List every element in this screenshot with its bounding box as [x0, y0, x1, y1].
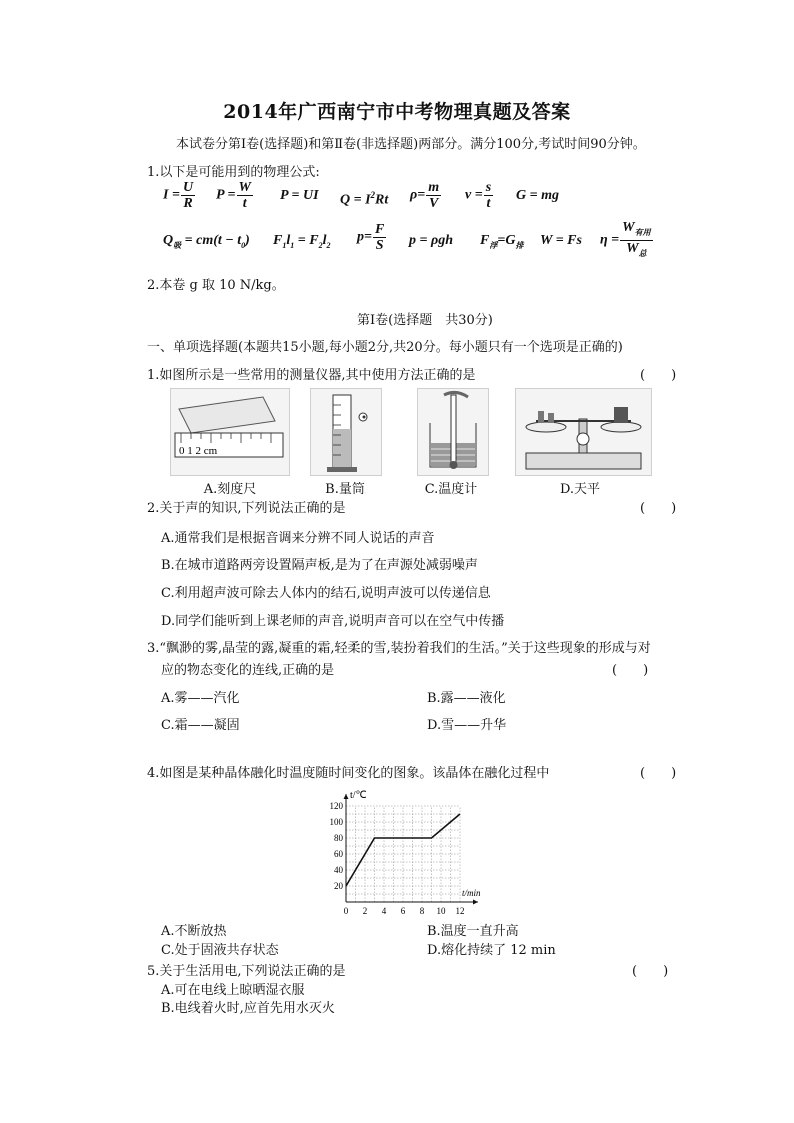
- section-title: 第Ⅰ卷(选择题 共30分): [357, 313, 493, 328]
- thermometer-image: [417, 388, 489, 476]
- q1-caption-b: B.量筒: [325, 482, 365, 497]
- formula-note: 1.以下是可能用到的物理公式:: [147, 165, 320, 180]
- x-tick-label: 12: [455, 906, 465, 916]
- x-tick-label: 2: [362, 906, 368, 916]
- part-title: 一、单项选择题(本题共15小题,每小题2分,共20分。每小题只有一个选项是正确的): [147, 340, 623, 355]
- formula-density: ρ= $\frac{m}{V}$: [410, 180, 440, 211]
- y-tick-label: 60: [334, 849, 343, 859]
- q2-option-a: A.通常我们是根据音调来分辨不同人说话的声音: [161, 531, 435, 546]
- formula-speed: v = $\frac{s}{t}$: [465, 180, 492, 211]
- formula-gravity: G = mg: [516, 188, 559, 203]
- formula-electric-power: P = UI: [280, 188, 319, 203]
- y-axis-arrow: [344, 794, 349, 799]
- formula-power: P = $\frac{W}{t}$: [216, 180, 251, 211]
- formula-pressure: p= $\frac{F}{S}$: [357, 222, 385, 253]
- y-tick-label: 120: [329, 801, 343, 811]
- formula-efficiency: η = $\frac{W_{有用}}{W_总}$: [600, 220, 651, 258]
- q3-option-a: A.雾——汽化: [161, 691, 240, 706]
- g-note: 2.本卷 g 取 10 N/kg。: [147, 278, 285, 293]
- q3-stem-line1: 3.“飘渺的雾,晶莹的露,凝重的霜,轻柔的雪,装扮着我们的生活。”关于这些现象的形成与对: [147, 641, 651, 656]
- q3-option-c: C.霜——凝固: [161, 718, 240, 733]
- chart-axes: [344, 794, 479, 905]
- x-tick-label: 6: [400, 906, 406, 916]
- x-axis-arrow: [473, 900, 478, 905]
- x-axis-label: t/min: [462, 888, 481, 898]
- q4-option-d: D.熔化持续了 12 min: [427, 943, 556, 958]
- q3-option-d: D.雪——升华: [427, 718, 507, 733]
- formula-work: W = Fs: [540, 233, 582, 248]
- x-tick-label: 8: [419, 906, 425, 916]
- q2-option-c: C.利用超声波可除去人体内的结石,说明声波可以传递信息: [161, 586, 491, 601]
- cylinder-image: [310, 388, 382, 476]
- q1-caption-c: C.温度计: [424, 482, 478, 497]
- q2-option-d: D.同学们能听到上课老师的声音,说明声音可以在空气中传播: [161, 614, 505, 629]
- x-tick-label: 10: [436, 906, 446, 916]
- formula-ohm: I = $\frac{U}{R}$: [163, 180, 194, 211]
- balance-image: [515, 388, 652, 476]
- formula-liquid-pressure: p = ρgh: [409, 233, 453, 248]
- q5-stem: 5.关于生活用电,下列说法正确的是: [147, 964, 346, 979]
- page-title: 2014年广西南宁市中考物理真题及答案: [223, 101, 571, 123]
- chart-ticks: [330, 801, 465, 916]
- formula-heat: $Q_吸 = cm(t - t_0)$: [163, 233, 250, 250]
- ruler-scale-text: 0 1 2 cm: [179, 445, 218, 457]
- q5-answer-paren: ( ): [632, 964, 669, 979]
- q1-caption-d: D.天平: [559, 482, 601, 497]
- y-axis-label: t/℃: [350, 790, 367, 801]
- q4-option-b: B.温度一直升高: [427, 924, 519, 939]
- x-tick-label: 4: [381, 906, 387, 916]
- q5-option-b: B.电线着火时,应首先用水灭火: [161, 1001, 335, 1016]
- y-tick-label: 80: [334, 833, 343, 843]
- q4-option-a: A.不断放热: [161, 924, 227, 939]
- y-tick-label: 100: [329, 817, 343, 827]
- q5-option-a: A.可在电线上晾晒湿衣服: [161, 983, 305, 998]
- intro-text: 本试卷分第Ⅰ卷(选择题)和第Ⅱ卷(非选择题)两部分。满分100分,考试时间90分钟。: [176, 137, 646, 152]
- q2-option-b: B.在城市道路两旁设置隔声板,是为了在声源处减弱噪声: [161, 558, 478, 573]
- q1-answer-paren: ( ): [640, 368, 677, 383]
- melting-curve-chart: [318, 786, 498, 918]
- q2-answer-paren: ( ): [640, 501, 677, 516]
- q1-caption-a: A.刻度尺: [203, 482, 257, 497]
- x-tick-label: 0: [343, 906, 349, 916]
- q2-stem: 2.关于声的知识,下列说法正确的是: [147, 501, 346, 516]
- q3-stem-line2: 应的物态变化的连线,正确的是: [161, 663, 335, 678]
- formula-joule: $Q = I^2Rt$: [340, 190, 389, 208]
- q4-stem: 4.如图是某种晶体融化时温度随时间变化的图象。该晶体在融化过程中: [147, 766, 550, 781]
- y-tick-label: 20: [334, 881, 343, 891]
- q4-answer-paren: ( ): [640, 766, 677, 781]
- q1-stem: 1.如图所示是一些常用的测量仪器,其中使用方法正确的是: [147, 368, 476, 383]
- y-tick-label: 40: [334, 865, 343, 875]
- chart-grid: [346, 806, 460, 902]
- formula-buoyancy: $F_浮=G_排$: [480, 233, 524, 250]
- q4-option-c: C.处于固液共存状态: [161, 943, 279, 958]
- ruler-image: [170, 388, 290, 476]
- formula-lever: $F_1l_1 = F_2l_2$: [273, 233, 331, 250]
- q3-option-b: B.露——液化: [427, 691, 506, 706]
- q3-answer-paren: ( ): [612, 663, 649, 678]
